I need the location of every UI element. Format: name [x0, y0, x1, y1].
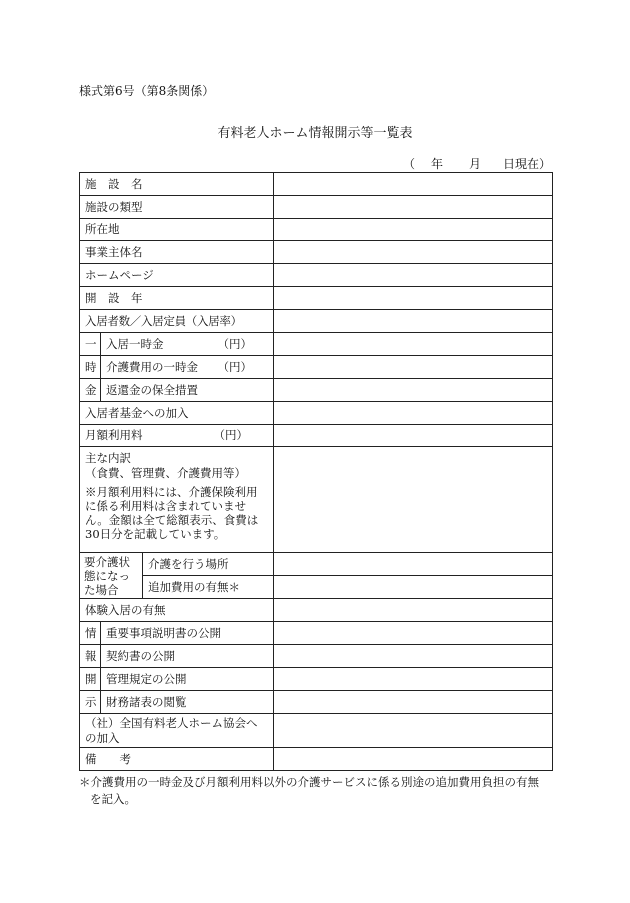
label-care-lump-sum — [101, 356, 274, 379]
disclosure-group-char-2: 報 — [80, 645, 101, 668]
disclosure-group-char-1: 情 — [80, 622, 101, 645]
label-facility-name: 施 設 名 — [80, 173, 274, 196]
table-row — [80, 553, 553, 576]
table-row — [80, 576, 553, 599]
table-row — [80, 447, 553, 553]
label-refund-protection: 返還金の保全措置 — [101, 379, 274, 402]
monthly-fee-text: 月額利用料 — [85, 428, 143, 442]
date-month-label: 月 — [468, 157, 481, 171]
value-remarks[interactable] — [274, 748, 553, 771]
care-lump-sum-unit: （円） — [217, 359, 253, 374]
value-contract[interactable] — [274, 645, 553, 668]
value-monthly-fee[interactable] — [274, 425, 553, 447]
table-row — [80, 599, 553, 622]
value-entrance-fee[interactable] — [274, 333, 553, 356]
label-location: 所在地 — [80, 219, 274, 241]
value-homepage[interactable] — [274, 264, 553, 287]
value-care-location[interactable] — [274, 553, 553, 576]
label-occupancy: 入居者数／入居定員（入居率） — [80, 310, 274, 333]
label-facility-type: 施設の類型 — [80, 196, 274, 219]
table-row — [80, 287, 553, 310]
label-trial-stay: 体験入居の有無 — [80, 599, 274, 622]
entrance-fee-text: 入居一時金 — [106, 336, 164, 351]
table-row — [80, 196, 553, 219]
label-opening-year: 開 設 年 — [80, 287, 274, 310]
table-row — [80, 356, 553, 379]
disclosure-group-char-4: 示 — [80, 691, 101, 714]
value-association[interactable] — [274, 714, 553, 748]
label-operator-name: 事業主体名 — [80, 241, 274, 264]
label-breakdown — [80, 447, 274, 553]
care-lump-sum-text: 介護費用の一時金 — [106, 359, 198, 374]
value-location[interactable] — [274, 219, 553, 241]
date-day-label: 日現在） — [502, 157, 551, 171]
value-occupancy[interactable] — [274, 310, 553, 333]
label-regulations: 管理規定の公開 — [101, 668, 274, 691]
label-homepage: ホームページ — [80, 264, 274, 287]
value-trial-stay[interactable] — [274, 599, 553, 622]
label-financials: 財務諸表の閲覧 — [101, 691, 274, 714]
table-row — [80, 219, 553, 241]
table-row — [80, 173, 553, 196]
table-row — [80, 310, 553, 333]
date-open-paren: （ — [402, 157, 415, 171]
table-row — [80, 645, 553, 668]
disclosure-group-char-3: 開 — [80, 668, 101, 691]
footnote-line-2: を記入。 — [90, 792, 136, 806]
lump-sum-group-char-2: 時 — [80, 356, 101, 379]
label-extra-cost: 追加費用の有無＊ — [143, 576, 274, 599]
table-row — [80, 402, 553, 425]
label-entrance-fee — [101, 333, 274, 356]
label-association: （社）全国有料老人ホーム協会への加入 — [80, 714, 274, 748]
value-breakdown[interactable] — [274, 447, 553, 553]
date-as-of — [403, 155, 551, 172]
label-remarks: 備 考 — [80, 748, 274, 771]
table-row — [80, 668, 553, 691]
table-row — [80, 333, 553, 356]
value-facility-type[interactable] — [274, 196, 553, 219]
footnote-line-1: ＊介護費用の一時金及び月額利用料以外の介護サービスに係る別途の追加費用負担の有無 — [79, 775, 539, 789]
table-row — [80, 691, 553, 714]
value-extra-cost[interactable] — [274, 576, 553, 599]
table-row — [80, 379, 553, 402]
breakdown-note: ※月額利用料には、介護保険利用に係る利用料は含まれていません。金額は全て総額表示、食費は30日分を記載しています。 — [85, 485, 259, 541]
form-number: 様式第6号（第8条関係） — [79, 84, 215, 98]
document-title: 有料老人ホーム情報開示等一覧表 — [217, 126, 413, 141]
table-row — [80, 622, 553, 645]
label-important-matters: 重要事項説明書の公開 — [101, 622, 274, 645]
value-regulations[interactable] — [274, 668, 553, 691]
value-refund-protection[interactable] — [274, 379, 553, 402]
table-row — [80, 241, 553, 264]
table-row — [80, 425, 553, 447]
value-facility-name[interactable] — [274, 173, 553, 196]
value-operator-name[interactable] — [274, 241, 553, 264]
label-monthly-fee — [80, 425, 274, 447]
value-resident-fund[interactable] — [274, 402, 553, 425]
value-opening-year[interactable] — [274, 287, 553, 310]
value-important-matters[interactable] — [274, 622, 553, 645]
label-care-location: 介護を行う場所 — [143, 553, 274, 576]
lump-sum-group-char-3: 金 — [80, 379, 101, 402]
lump-sum-group-char-1: 一 — [80, 333, 101, 356]
table-row — [80, 264, 553, 287]
table-row — [80, 748, 553, 771]
disclosure-table — [79, 172, 553, 771]
label-contract: 契約書の公開 — [101, 645, 274, 668]
value-care-lump-sum[interactable] — [274, 356, 553, 379]
footnote — [79, 774, 559, 808]
breakdown-heading: 主な内訳 — [85, 451, 131, 465]
breakdown-subheading: （食費、管理費、介護費用等） — [85, 466, 246, 480]
label-care-needed: 要介護状態になった場合 — [80, 553, 143, 599]
monthly-fee-unit: （円） — [213, 428, 249, 442]
value-financials[interactable] — [274, 691, 553, 714]
table-row — [80, 714, 553, 748]
date-year-label: 年 — [430, 157, 443, 171]
label-resident-fund: 入居者基金への加入 — [80, 402, 274, 425]
entrance-fee-unit: （円） — [217, 336, 253, 351]
